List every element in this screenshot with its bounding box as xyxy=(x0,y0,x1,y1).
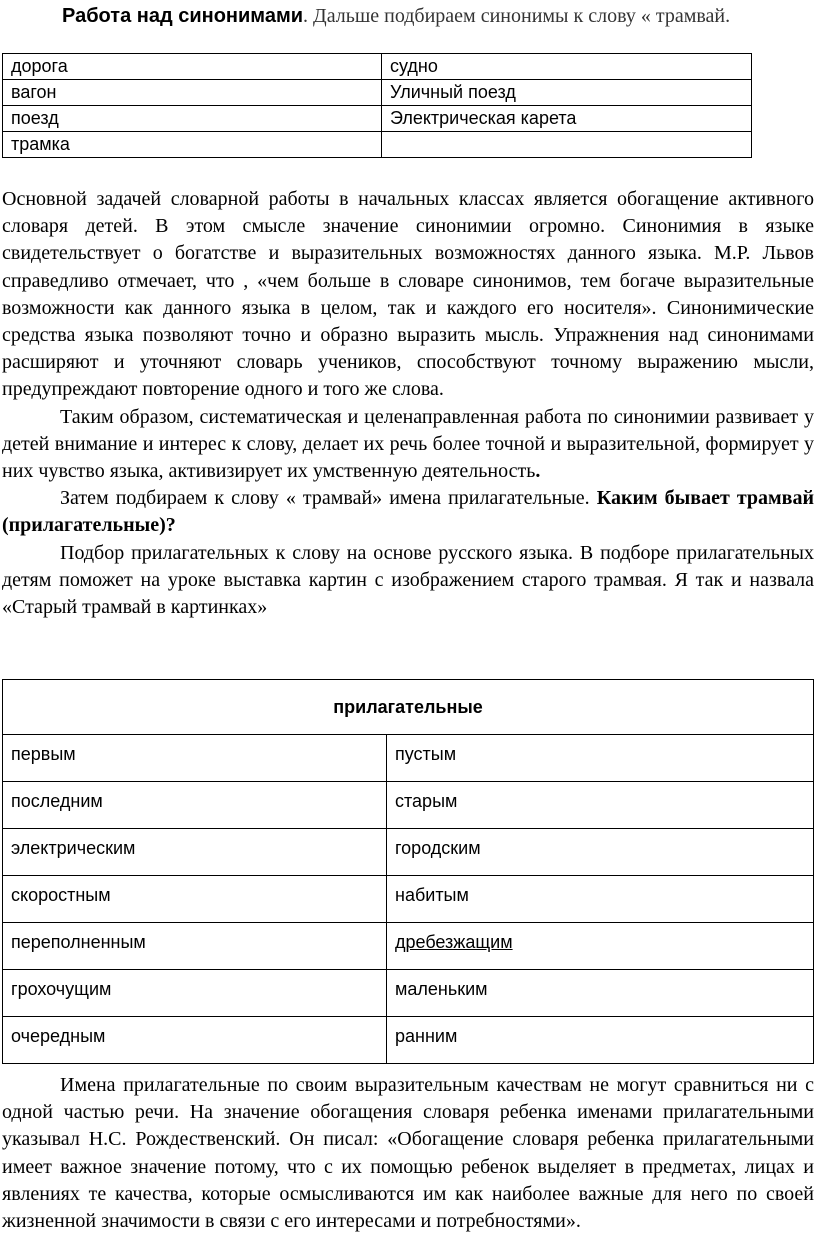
table-cell: переполненным xyxy=(3,923,387,970)
table-cell: электрическим xyxy=(3,829,387,876)
table-cell: последним xyxy=(3,782,387,829)
table-cell: пустым xyxy=(387,735,814,782)
paragraph: Основной задачей словарной работы в начальных классах является обогащение активного словаря детей. В этом смысле значение синонимии огромно. Синонимия в языке свидетельствует о богатстве и выразительных возможностях данного языка. М.Р. Львов справедливо отмечает, что , «чем больше в словаре синонимов, тем богаче выразительные возможности как данного языка в целом, так и каждого его носителя». Синонимические средства языка позволяют точно и образно выразить мысль. Упражнения над синонимами расширяют и уточняют словарь учеников, способствуют точному выражению мысли, предупреждают повторение одного и того же слова. xyxy=(2,188,814,401)
table-row xyxy=(3,970,814,1017)
table-cell: ранним xyxy=(387,1017,814,1064)
table-row xyxy=(3,782,814,829)
table-row xyxy=(3,106,752,132)
body-text-lower xyxy=(2,1072,814,1235)
table-cell: дребезжащим xyxy=(387,923,814,970)
table-cell: Электрическая карета xyxy=(382,106,752,132)
paragraph: Имена прилагательные по своим выразительным качествам не могут сравниться ни с одной частью речи. На значение обогащения словаря ребенка именами прилагательными указывал Н.С. Рождественский. Он писал: «Обогащение словаря ребенка прилагательными имеет важное значение потому, что с их помощью ребенок выделяет в предметах, лицах и явлениях те качества, которые осмысливаются им как наиболее важные для него по своей жизненной значимости в связи с его интересами и потребностями». xyxy=(2,1074,814,1233)
table-cell: дорога xyxy=(3,54,382,80)
paragraph-bold: . xyxy=(535,460,541,483)
table-cell: скоростным xyxy=(3,876,387,923)
adjectives-table xyxy=(2,679,814,1064)
table-cell: старым xyxy=(387,782,814,829)
table-cell: вагон xyxy=(3,80,382,106)
table-cell: трамка xyxy=(3,132,382,158)
table-header-row xyxy=(3,680,814,735)
table-cell: маленьким xyxy=(387,970,814,1017)
table-header: прилагательные xyxy=(3,680,814,735)
table-row xyxy=(3,54,752,80)
heading-bold: Работа над синонимами xyxy=(62,5,304,27)
paragraph-text: Таким образом, систематическая и целенаправленная работа по синонимии развивает у детей внимание и интерес к слову, делает их речь более точной и выразительной, формирует у них чувство языка, активизирует их умственную деятельность xyxy=(2,405,814,483)
table-row xyxy=(3,132,752,158)
body-text-upper xyxy=(2,186,814,621)
table-row xyxy=(3,735,814,782)
paragraph: Подбор прилагательных к слову на основе русского языка. В подборе прилагательных детям поможет на уроке выставка картин с изображением старого трамвая. Я так и назвала «Старый трамвай в картинках» xyxy=(2,541,814,619)
table-cell: грохочущим xyxy=(3,970,387,1017)
table-cell: очередным xyxy=(3,1017,387,1064)
paragraph-text: Затем подбираем к слову « трамвай» имена прилагательные. xyxy=(60,487,597,510)
paragraph xyxy=(2,485,814,539)
table-row xyxy=(3,80,752,106)
paragraph xyxy=(2,404,814,486)
table-row xyxy=(3,876,814,923)
table-cell: поезд xyxy=(3,106,382,132)
table-cell xyxy=(382,132,752,158)
section-heading xyxy=(62,3,802,29)
heading-rest: . Дальше подбираем синонимы к слову « трамвай. xyxy=(303,5,731,27)
synonyms-table xyxy=(2,53,752,158)
paragraph-bold: Каким бывает трамвай (прилагательные)? xyxy=(2,487,815,537)
table-row xyxy=(3,829,814,876)
table-row xyxy=(3,1017,814,1064)
table-row xyxy=(3,923,814,970)
table-cell: судно xyxy=(382,54,752,80)
table-cell: первым xyxy=(3,735,387,782)
table-cell: Уличный поезд xyxy=(382,80,752,106)
table-cell: набитым xyxy=(387,876,814,923)
table-cell: городским xyxy=(387,829,814,876)
